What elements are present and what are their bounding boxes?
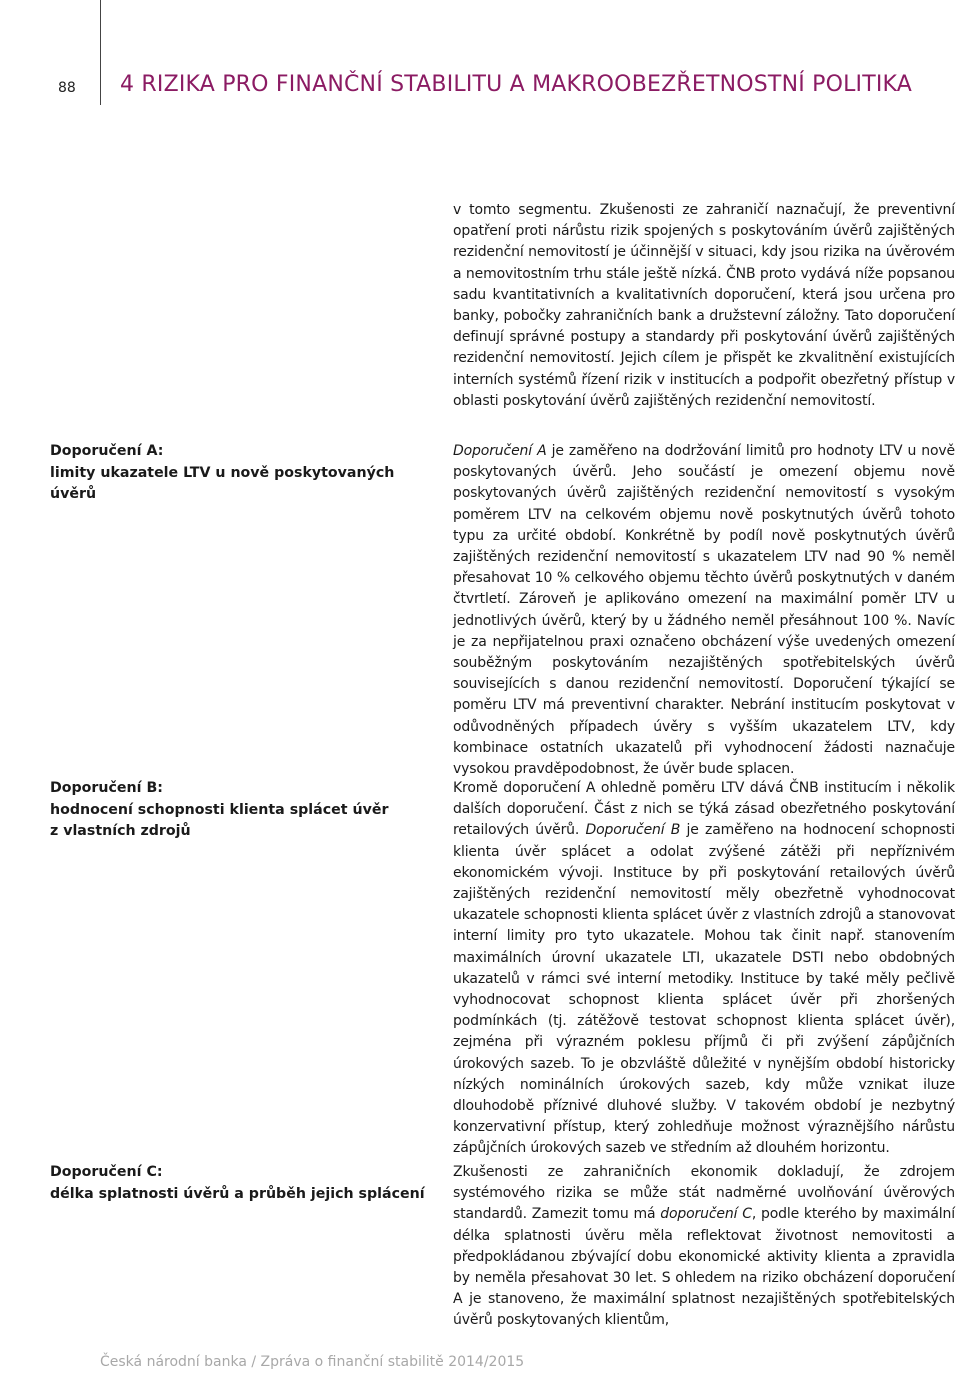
sidebar-heading-text: hodnocení schopnosti klienta splácet úvěr [50, 801, 389, 818]
sidebar-heading-text: limity ukazatele LTV u nově poskytovaných [50, 464, 395, 481]
sidebar-heading-text: délka splatnosti úvěrů a průběh jejich splácení [50, 1185, 425, 1202]
paragraph-text [453, 778, 955, 1160]
paragraph-text [453, 1162, 955, 1332]
body-paragraph-2 [453, 441, 955, 780]
paragraph-emphasis: doporučení C [660, 1206, 752, 1223]
body-paragraph-4 [453, 1162, 955, 1332]
chapter-title: 4 RIZIKA PRO FINANČNÍ STABILITU A MAKROOBEZŘETNOSTNÍ POLITIKA [120, 72, 913, 97]
sidebar-heading-label: Doporučení B: [50, 780, 163, 796]
paragraph-emphasis: Doporučení A [453, 443, 547, 459]
paragraph-text-run: je zaměřeno na hodnocení schopnosti klienta úvěr splácet a odolat zvýšené zátěži při nepříznivém ekonomickém vývoji. Instituce by při poskytování retailových úvěrů zajištěných rezidenční nemovitostí měly obezřetně vyhodnocovat ukazatele schopnosti klienta splácet úvěr z vlastních zdrojů a stanovovat interní limity pro tyto ukazatele. Mohou tak činit např. stanovením maximálních úrovní ukazatele LTI, ukazatele DSTI nebo obdobných ukazatelů v rámci své interní metodiky. Instituce by také měly pečlivě vyhodnocovat schopnost klienta splácet úvěr při zhoršených podmínkách (tj. zátěžově testovat schopnost klienta splácet úvěr), zejména při výrazném poklesu příjmů či při zvýšení zápůjčních úrokových sazeb. To je obzvláště důležité v nynějším období historicky nízkých nominálních úrokových sazeb, kdy může vznikat iluze dlouhodobě příznivé dluhové služby. V takovém období je nezbytný konzervativní přístup, který zohledňuje možnost výraznějšího nárůstu zápůjčních úrokových sazeb ve středním až dlouhém horizontu. [453, 822, 955, 1157]
paragraph-text: v tomto segmentu. Zkušenosti ze zahraničí naznačují, že preventivní opatření proti nárůstu rizik spojených s poskytováním úvěrů zajištěných rezidenční nemovitostí je účinnější v situaci, kdy jsou rizika na úvěrovém a nemovitostním trhu stále ještě nízká. ČNB proto vydává níže popsanou sadu kvantitativních a kvalitativních doporučení, která jsou určena pro banky, pobočky zahraničních bank a družstevní záložny. Tato doporučení definují správné postupy a standardy při poskytování úvěrů zajištěných rezidenční nemovitostí. Jejich cílem je přispět ke zkvalitnění existujících interních systémů řízení rizik v institucích a podpořit obezřetný přístup v oblasti poskytování úvěrů zajištěných rezidenční nemovitostí. [453, 202, 955, 409]
paragraph-text-run: Zkušenosti ze zahraničních ekonomik dokladují, že zdrojem systémového rizika se může stát nadměrné uvolňování úvěrových standardů. Zamezit tomu má [453, 1164, 955, 1223]
sidebar-heading-text: z vlastních zdrojů [50, 823, 191, 839]
sidebar-heading-text: úvěrů [50, 486, 97, 502]
header-divider [100, 0, 101, 105]
footer: Česká národní banka / Zpráva o finanční stabilitě 2014/2015 [100, 1354, 525, 1370]
sidebar-heading-label: Doporučení A: [50, 443, 164, 459]
body-paragraph-1 [453, 200, 955, 412]
sidebar-heading-recommendation-b [50, 778, 430, 843]
sidebar-heading-label: Doporučení C: [50, 1164, 163, 1180]
sidebar-heading-recommendation-c [50, 1162, 430, 1205]
sidebar-heading-recommendation-a [50, 441, 430, 506]
paragraph-emphasis: Doporučení B [585, 822, 681, 839]
body-paragraph-3 [453, 778, 955, 1160]
page-number: 88 [58, 80, 76, 96]
paragraph-text-run: Kromě doporučení A ohledně poměru LTV dává ČNB institucím i několik dalších doporučení. Část z nich se týká zásad obezřetného poskytování retailových úvěrů. [453, 780, 955, 839]
paragraph-text-run: , podle kterého by maximální délka splatnosti úvěru měla reflektovat životnost nemovitosti a předpokládanou zbývající dobu ekonomické aktivity klienta a zpravidla by neměla přesahovat 30 let. S ohledem na riziko obcházení doporučení A je stanoveno, že maximální splatnost nezajištěných spotřebitelských úvěrů poskytovaných klientům, [453, 1206, 955, 1329]
paragraph-text-run: je zaměřeno na dodržování limitů pro hodnoty LTV u nově poskytovaných úvěrů. Jeho součástí je omezení objemu nově poskytovaných úvěrů zajištěných rezidenční nemovitostí s vysokým poměrem LTV na celkovém objemu nově poskytnutých úvěrů tohoto typu za určité období. Konkrétně by podíl nově poskytnutých úvěrů zajištěných rezidenční nemovitostí s ukazatelem LTV nad 90 % neměl přesahovat 10 % celkového objemu těchto úvěrů poskytnutých v daném čtvrtletí. Zároveň je aplikováno omezení na maximální poměr LTV u jednotlivých úvěrů, který by u žádného neměl přesáhnout 100 %. Navíc je za nepřijatelnou praxi označeno obcházení výše uvedených omezení souběžným poskytováním nezajištěných spotřebitelských úvěrů souvisejících s danou rezidenční nemovitostí. Doporučení týkající se poměru LTV má preventivní charakter. Nebrání institucím poskytovat v odůvodněných případech úvěry s vyšším ukazatelem LTV, kdy kombinace ostatních ukazatelů při vyhodnocení žádosti naznačuje vysokou pravděpodobnost, že úvěr bude splacen. [453, 443, 955, 778]
paragraph-text [453, 441, 955, 780]
